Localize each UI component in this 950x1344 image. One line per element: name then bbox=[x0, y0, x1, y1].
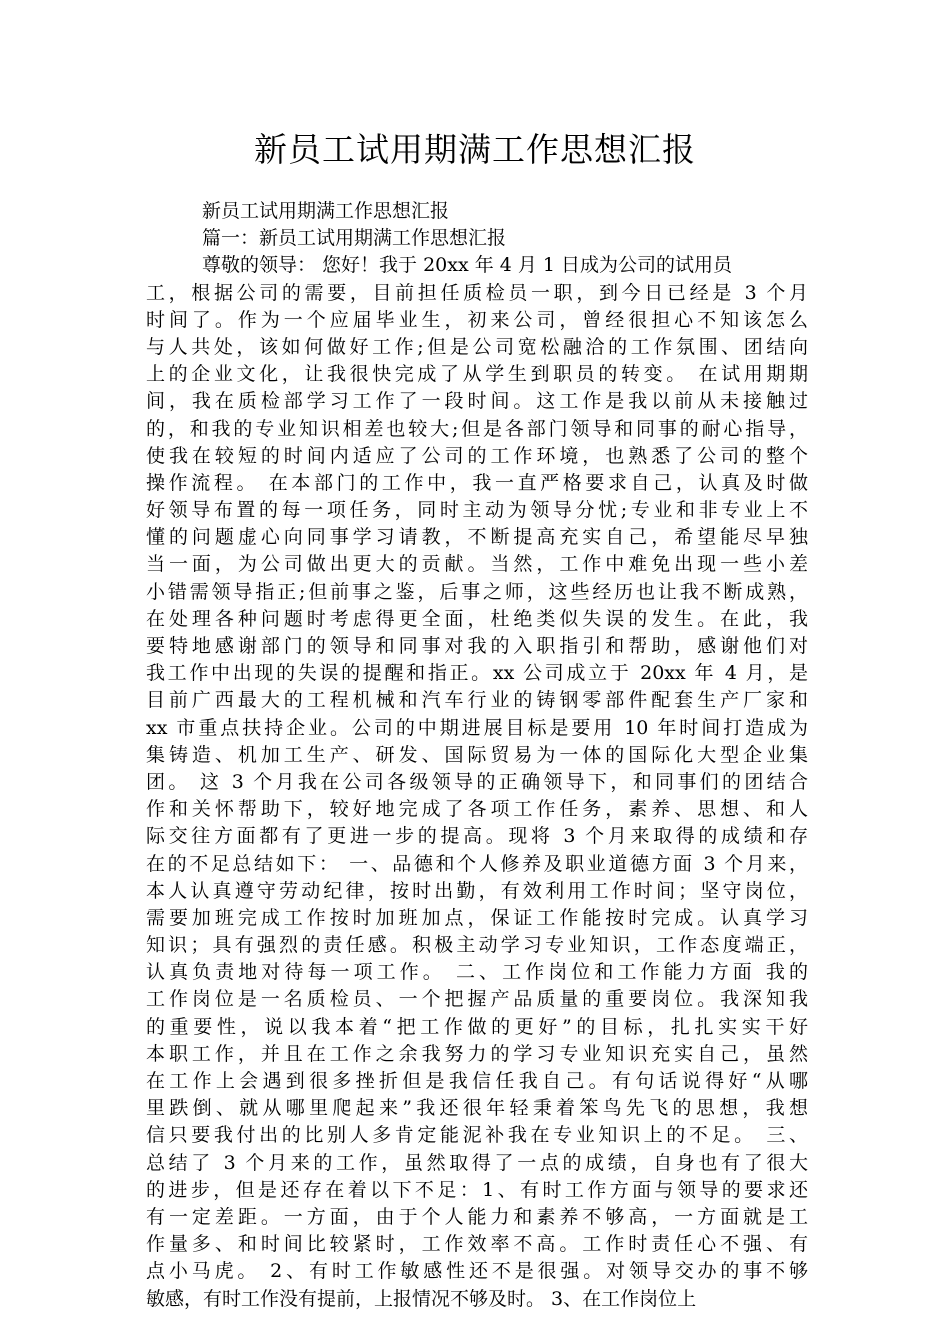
body-line: 的，和我的专业知识相差也较大;但是各部门领导和同事的耐心指导， bbox=[146, 417, 808, 440]
body-line: 点小马虎。 2、有时工作敏感性还不是很强。对领导交办的事不够 bbox=[146, 1260, 808, 1283]
body-line: xx 市重点扶持企业。公司的中期进展目标是要用 10 年时间打造成为 bbox=[146, 716, 808, 739]
body-line: 目前广西最大的工程机械和汽车行业的铸钢零部件配套生产厂家和 bbox=[146, 689, 808, 712]
body-line: 际交往方面都有了更进一步的提高。现将 3 个月来取得的成绩和存 bbox=[146, 825, 808, 848]
body-line: 工，根据公司的需要，目前担任质检员一职，到今日已经是 3 个月 bbox=[146, 281, 808, 304]
body-line: 总结了 3 个月来的工作，虽然取得了一点的成绩，自身也有了很大 bbox=[146, 1151, 808, 1174]
body-line: 在的不足总结如下： 一、品德和个人修养及职业道德方面 3 个月来， bbox=[146, 852, 808, 875]
body-line: 本职工作，并且在工作之余我努力的学习专业知识充实自己，虽然 bbox=[146, 1042, 808, 1065]
body-line: 懂的问题虚心向同事学习请教，不断提高充实自己，希望能尽早独 bbox=[146, 526, 808, 549]
body-line: 作和关怀帮助下，较好地完成了各项工作任务，素养、思想、和人 bbox=[146, 798, 808, 821]
body-line: 小错需领导指正;但前事之鉴，后事之师，这些经历也让我不断成熟， bbox=[146, 580, 808, 603]
body-line: 信只要我付出的比别人多肯定能泥补我在专业知识上的不足。 三、 bbox=[146, 1124, 808, 1147]
body-line: 操作流程。 在本部门的工作中，我一直严格要求自己，认真及时做 bbox=[146, 471, 808, 494]
body-line: 工作岗位是一名质检员、一个把握产品质量的重要岗位。我深知我 bbox=[146, 988, 808, 1011]
body-line: 上的企业文化，让我很快完成了从学生到职员的转变。 在试用期期 bbox=[146, 363, 808, 386]
body-line: 有一定差距。一方面，由于个人能力和素养不够高，一方面就是工 bbox=[146, 1205, 808, 1228]
body-line: 与人共处，该如何做好工作;但是公司宽松融洽的工作氛围、团结向 bbox=[146, 335, 808, 358]
body-line: 需要加班完成工作按时加班加点，保证工作能按时完成。认真学习 bbox=[146, 906, 808, 929]
body-line: 间，我在质检部学习工作了一段时间。这工作是我以前从未接触过 bbox=[146, 390, 808, 413]
body-line: 时间了。作为一个应届毕业生，初来公司，曾经很担心不知该怎么 bbox=[146, 308, 808, 331]
body-line: 知识；具有强烈的责任感。积极主动学习专业知识，工作态度端正， bbox=[146, 934, 808, 957]
body-line: 使我在较短的时间内适应了公司的工作环境，也熟悉了公司的整个 bbox=[146, 444, 808, 467]
body-line: 当一面，为公司做出更大的贡献。当然，工作中难免出现一些小差 bbox=[146, 553, 808, 576]
body-line: 本人认真遵守劳动纪律，按时出勤，有效利用工作时间；坚守岗位， bbox=[146, 879, 808, 902]
body-line: 的重要性，说以我本着“把工作做的更好”的目标，扎扎实实干好 bbox=[146, 1015, 808, 1038]
body-line: 要特地感谢部门的领导和同事对我的入职指引和帮助，感谢他们对 bbox=[146, 635, 808, 657]
body-line: 新员工试用期满工作思想汇报 bbox=[202, 200, 450, 222]
body-line: 集铸造、机加工生产、研发、国际贸易为一体的国际化大型企业集 bbox=[146, 743, 808, 766]
body-line: 里跌倒、就从哪里爬起来”我还很年轻秉着笨鸟先飞的思想，我想 bbox=[146, 1097, 808, 1120]
body-line: 好领导布置的每一项任务，同时主动为领导分忧;专业和非专业上不 bbox=[146, 499, 808, 522]
body-line: 作量多、和时间比较紧时，工作效率不高。工作时责任心不强、有 bbox=[146, 1233, 808, 1256]
body-line: 在处理各种问题时考虑得更全面，杜绝类似失误的发生。在此，我 bbox=[146, 607, 808, 630]
body-line: 的进步，但是还存在着以下不足：1、有时工作方面与领导的要求还 bbox=[146, 1178, 808, 1201]
body-line: 认真负责地对待每一项工作。 二、工作岗位和工作能力方面 我的 bbox=[146, 961, 808, 984]
body-line: 团。 这 3 个月我在公司各级领导的正确领导下，和同事们的团结合 bbox=[146, 770, 808, 793]
document-title: 新员工试用期满工作思想汇报 bbox=[254, 130, 696, 169]
body-line: 篇一：新员工试用期满工作思想汇报 bbox=[202, 227, 507, 250]
body-line: 在工作上会遇到很多挫折但是我信任我自己。有句话说得好“从哪 bbox=[146, 1070, 808, 1092]
body-line: 敏感，有时工作没有提前，上报情况不够及时。 3、在工作岗位上 bbox=[146, 1287, 697, 1310]
body-line: 尊敬的领导： 您好！我于 20xx 年 4 月 1 日成为公司的试用员 bbox=[202, 254, 733, 277]
body-line: 我工作中出现的失误的提醒和指正。xx 公司成立于 20xx 年 4 月，是 bbox=[146, 662, 808, 685]
document-body bbox=[146, 198, 808, 1313]
